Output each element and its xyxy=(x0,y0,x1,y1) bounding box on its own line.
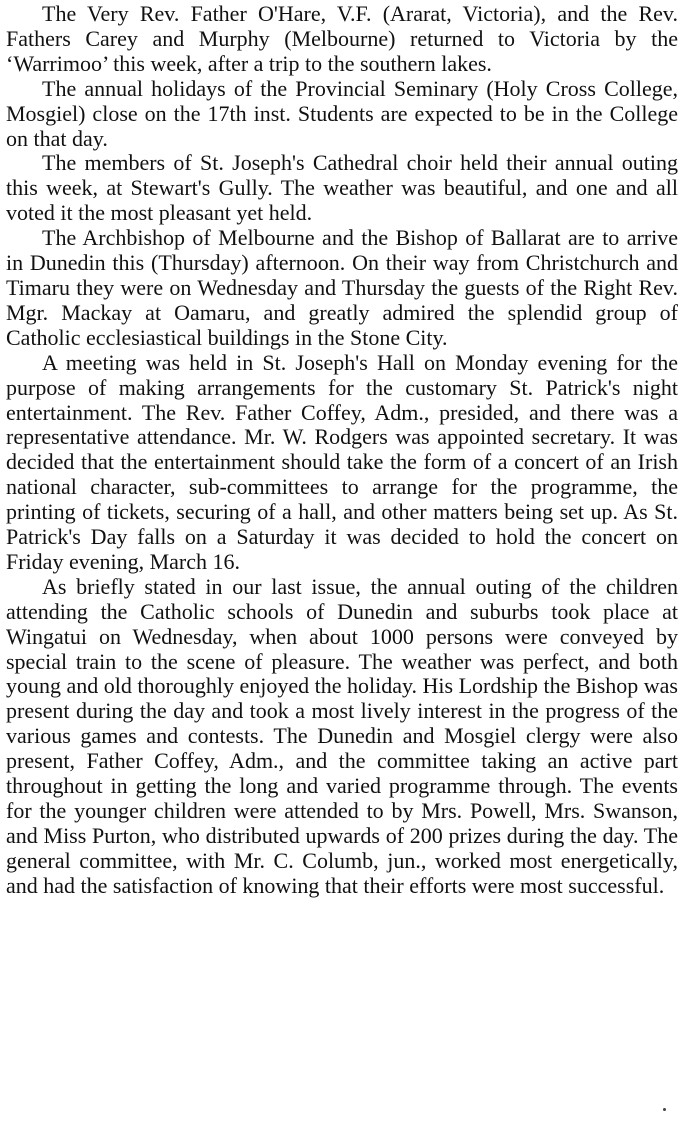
paragraph-ohare-return: The Very Rev. Father O'Hare, V.F. (Ararat, Victoria), and the Rev. Fathers Carey and Murphy (Melbourne) returned to Victoria by the ‘Warrimoo’ this week, after a trip to the southern lakes. xyxy=(6,1,678,76)
news-column xyxy=(6,2,678,899)
paragraph-st-patricks-meeting: A meeting was held in St. Joseph's Hall on Monday evening for the purpose of making arrangements for the customary St. Patrick's night entertainment. The Rev. Father Coffey, Adm., presided, and there was a representative attendance. Mr. W. Rodgers was appointed secretary. It was decided that the entertainment should take the form of a concert of an Irish national character, sub-committees to arrange for the programme, the printing of tickets, securing of a hall, and other matters being set up. As St. Patrick's Day falls on a Saturday it was decided to hold the concert on Friday evening, March 16. xyxy=(6,349,678,574)
paragraph-archbishop-arrival: The Archbishop of Melbourne and the Bishop of Ballarat are to arrive in Dunedin this (Thursday) afternoon. On their way from Christchurch and Timaru they were on Wednesday and Thursday the guests of the Right Rev. Mgr. Mackay at Oamaru, and greatly admired the splendid group of Catholic ecclesiastical buildings in the Stone City. xyxy=(6,225,678,350)
paragraph-children-outing: As briefly stated in our last issue, the annual outing of the children attending the Catholic schools of Dunedin and suburbs took place at Wingatui on Wednesday, when about 1000 persons were conveyed by special train to the scene of pleasure. The weather was perfect, and both young and old thoroughly enjoyed the holiday. His Lordship the Bishop was present during the day and took a most lively interest in the progress of the various games and contests. The Dunedin and Mosgiel clergy were also present, Father Coffey, Adm., and the committee taking an active part throughout in getting the long and varied programme through. The events for the younger children were attended to by Mrs. Powell, Mrs. Swanson, and Miss Purton, who distributed upwards of 200 prizes during the day. The general committee, with Mr. C. Columb, jun., worked most energetically, and had the satisfaction of knowing that their efforts were most successful. xyxy=(6,573,678,898)
paragraph-seminary-holidays: The annual holidays of the Provincial Seminary (Holy Cross College, Mosgiel) close on the 17th inst. Students are expected to be in the College on that day. xyxy=(6,75,678,151)
paragraph-choir-outing: The members of St. Joseph's Cathedral choir held their annual outing this week, at Stewart's Gully. The weather was beautiful, and one and all voted it the most pleasant yet held. xyxy=(6,150,678,226)
print-speck xyxy=(663,1108,666,1111)
